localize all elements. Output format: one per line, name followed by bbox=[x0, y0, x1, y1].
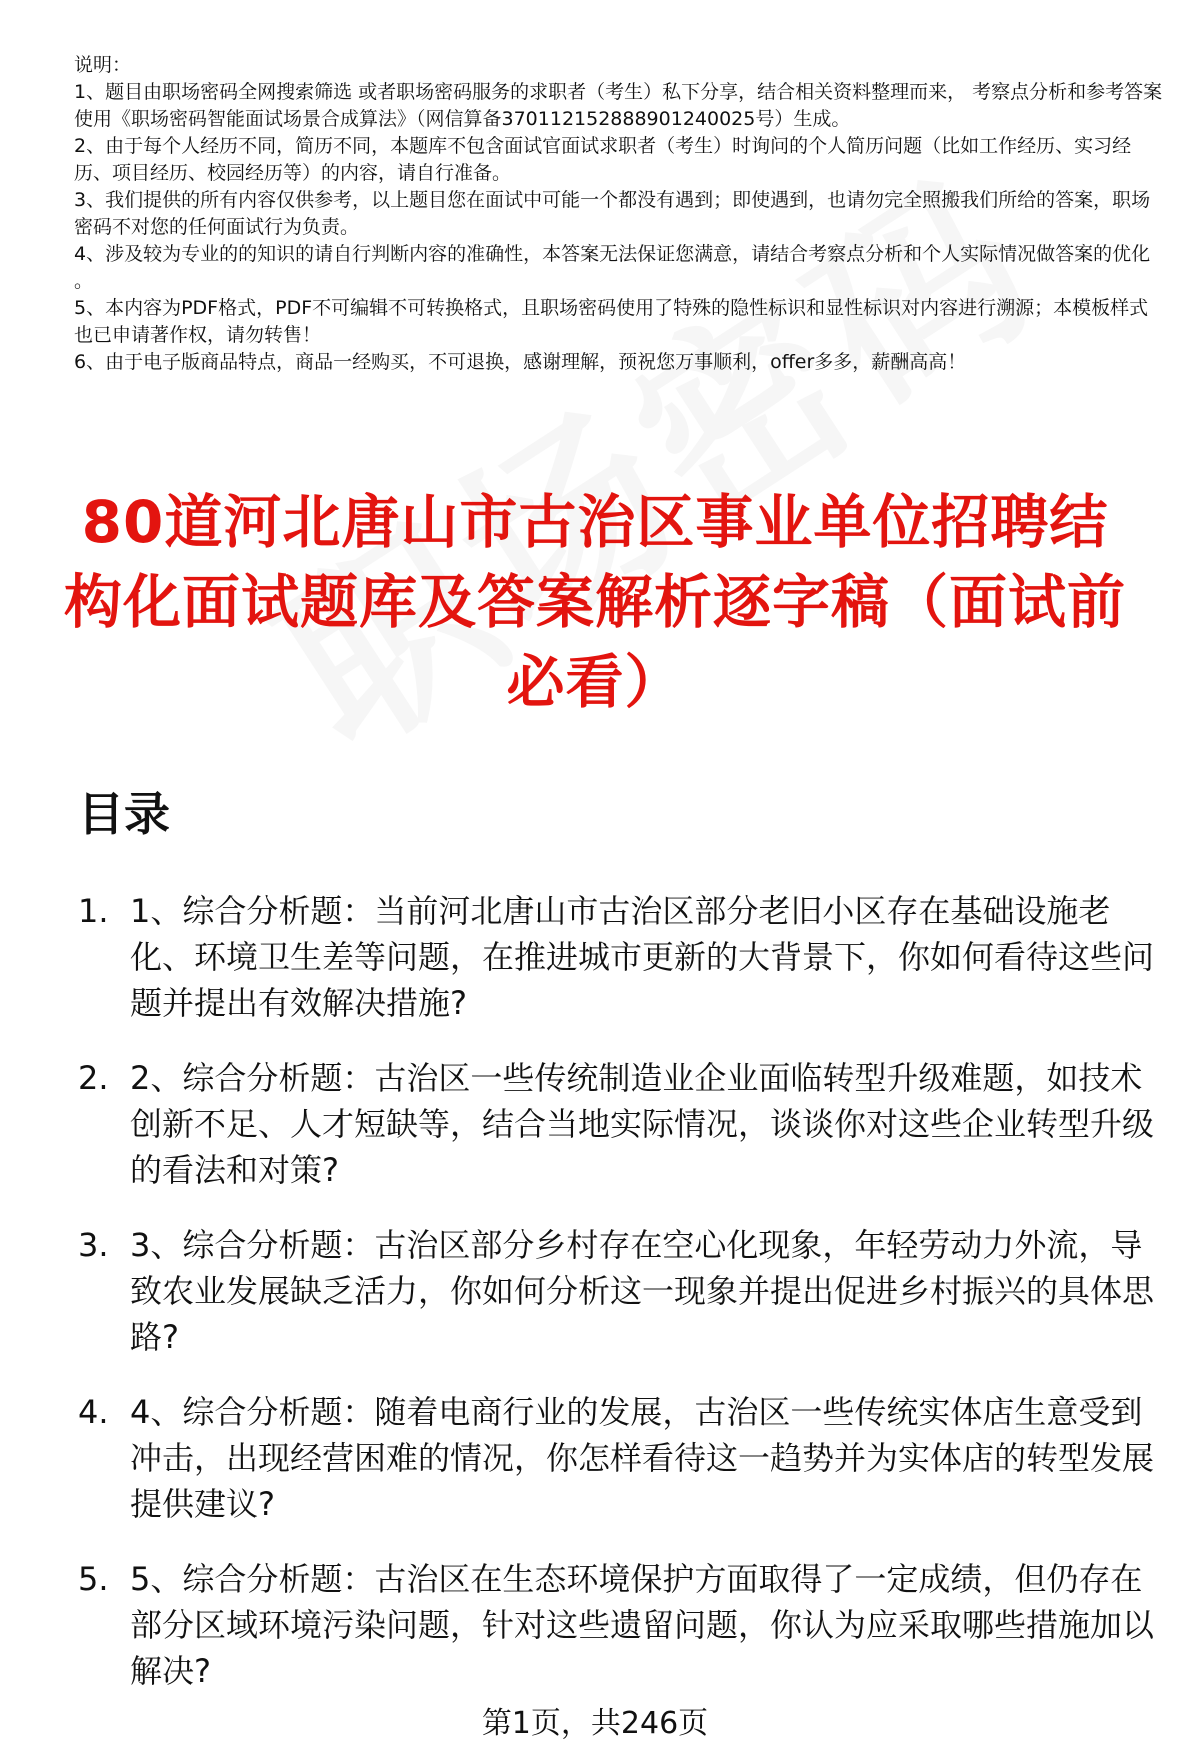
toc-item-number: 3. bbox=[78, 1226, 109, 1264]
toc-item-number: 4. bbox=[78, 1393, 109, 1431]
notes-item: 3、我们提供的所有内容仅供参考，以上题目您在面试中可能一个都没有遇到；即使遇到，也请勿完全照搬我们所给的答案，职场密码不对您的任何面试行为负责。 bbox=[74, 189, 1151, 238]
notes-section bbox=[74, 52, 1164, 376]
toc-item-number: 5. bbox=[78, 1560, 109, 1598]
toc-item[interactable] bbox=[78, 1389, 1168, 1527]
table-of-contents bbox=[78, 888, 1168, 1723]
notes-item: 5、本内容为PDF格式，PDF不可编辑不可转换格式，且职场密码使用了特殊的隐性标识和显性标识对内容进行溯源；本模板样式也已申请著作权，请勿转售！ bbox=[74, 297, 1149, 346]
toc-item-text: 4、综合分析题：随着电商行业的发展，古治区一些传统实体店生意受到冲击，出现经营困难的情况，你怎样看待这一趋势并为实体店的转型发展提供建议? bbox=[130, 1393, 1155, 1523]
document-title: 80道河北唐山市古治区事业单位招聘结构化面试题库及答案解析逐字稿（面试前必看） bbox=[63, 488, 1126, 716]
toc-item-text: 2、综合分析题：古治区一些传统制造业企业面临转型升级难题，如技术创新不足、人才短缺等，结合当地实际情况，谈谈你对这些企业转型升级的看法和对策? bbox=[130, 1059, 1155, 1189]
toc-item-text: 5、综合分析题：古治区在生态环境保护方面取得了一定成绩，但仍存在部分区域环境污染问题，针对这些遗留问题，你认为应采取哪些措施加以解决? bbox=[130, 1560, 1155, 1690]
notes-item: 6、由于电子版商品特点，商品一经购买，不可退换，感谢理解，预祝您万事顺利，offer多多，薪酬高高！ bbox=[74, 351, 967, 373]
toc-heading: 目录 bbox=[78, 787, 170, 841]
toc-item[interactable] bbox=[78, 1556, 1168, 1694]
toc-item-text: 3、综合分析题：古治区部分乡村存在空心化现象，年轻劳动力外流，导致农业发展缺乏活力，你如何分析这一现象并提出促进乡村振兴的具体思路? bbox=[130, 1226, 1155, 1356]
notes-item: 2、由于每个人经历不同，简历不同，本题库不包含面试官面试求职者（考生）时询问的个人简历问题（比如工作经历、实习经历、项目经历、校园经历等）的内容，请自行准备。 bbox=[74, 135, 1132, 184]
toc-item-number: 2. bbox=[78, 1059, 109, 1097]
notes-item: 4、涉及较为专业的的知识的请自行判断内容的准确性，本答案无法保证您满意，请结合考察点分析和个人实际情况做答案的优化 。 bbox=[74, 243, 1151, 292]
page-footer: 第1页，共246页 bbox=[481, 1706, 709, 1741]
notes-item: 1、题目由职场密码全网搜索筛选 或者职场密码服务的求职者（考生）私下分享，结合相关资料整理而来， 考察点分析和参考答案使用《职场密码智能面试场景合成算法》（网信算备370112152888901240025号）生成。 bbox=[74, 81, 1163, 130]
notes-heading: 说明： bbox=[74, 54, 132, 76]
toc-item-text: 1、综合分析题：当前河北唐山市古治区部分老旧小区存在基础设施老化、环境卫生差等问题，在推进城市更新的大背景下，你如何看待这些问题并提出有效解决措施? bbox=[130, 892, 1155, 1022]
toc-item[interactable] bbox=[78, 888, 1168, 1026]
toc-item[interactable] bbox=[78, 1222, 1168, 1360]
toc-item-number: 1. bbox=[78, 892, 109, 930]
toc-item[interactable] bbox=[78, 1055, 1168, 1193]
